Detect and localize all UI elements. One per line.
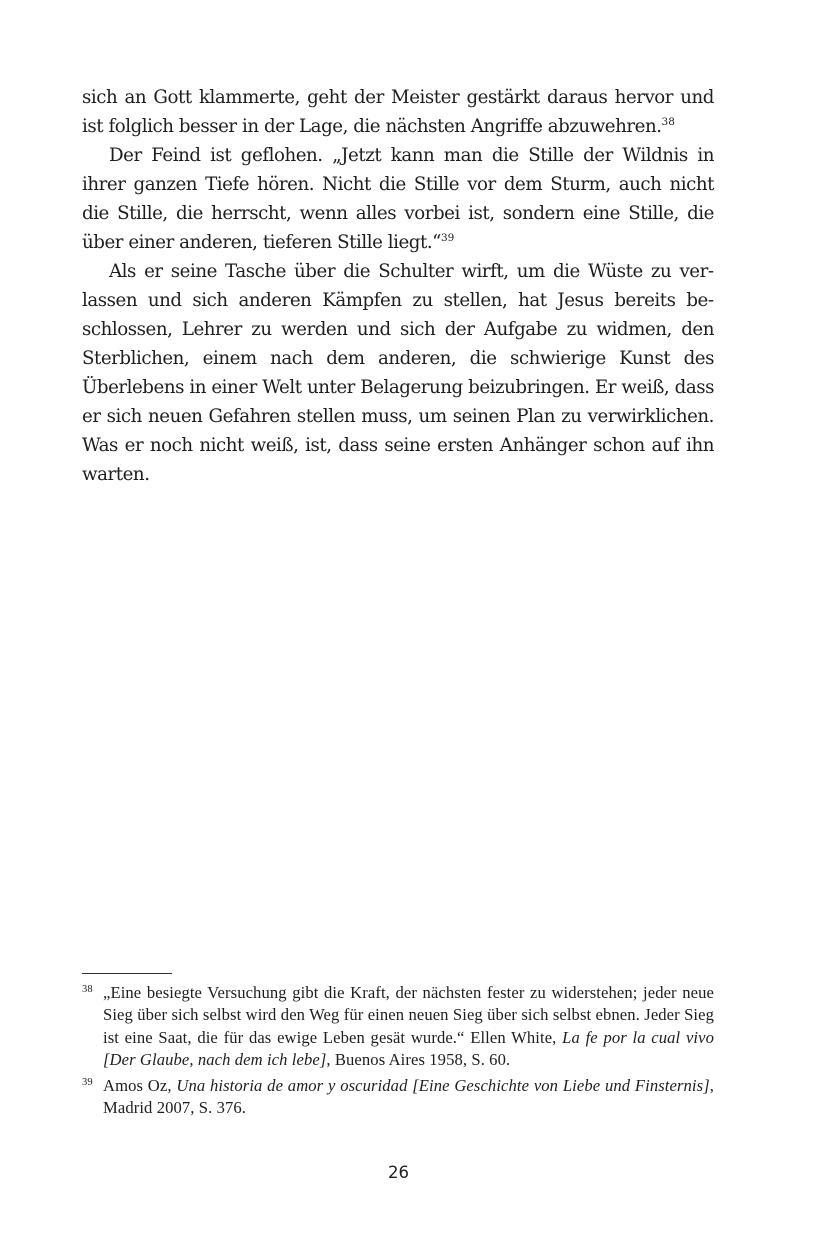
- footnote-number: 38: [82, 984, 93, 995]
- footnote-title: La fe por la cual vivo [Der Glaube, nach dem ich lebe]: [103, 1027, 715, 1069]
- body-text: [82, 83, 714, 489]
- paragraph-text: Als er seine Tasche über die Schulter wirft, um die Wüste zu verlassen und sich anderen Kämpfen zu stellen, hat Jesus bereits beschlossen, Lehrer zu werden und sich der Aufgabe zu widmen, den Sterblichen, einem nach dem anderen, die schwierige Kunst des Überlebens in einer Welt unter Belagerung beizubringen. Er weiß, dass er sich neuen Gefahren stellen muss, um seinen Plan zu verwirklichen. Was er noch nicht weiß, ist, dass seine ersten Anhänger schon auf ihn warten.: [82, 261, 714, 485]
- page-number: 26: [388, 1163, 409, 1182]
- paragraph-1: [82, 83, 714, 141]
- footnote-separator: [82, 973, 172, 974]
- footnote-reference: 38: [661, 116, 675, 128]
- footnote-text: Amos Oz,: [103, 1076, 177, 1096]
- paragraph-text: Der Feind ist geflohen. „Jetzt kann man die Stille der Wildnis in ihrer ganzen Tiefe hören. Nicht die Stille vor dem Sturm, auch nicht die Stille, die herrscht, wenn alles vorbei ist, sondern eine Stille, die über einer anderen, tieferen Stille liegt.“: [82, 145, 714, 253]
- paragraph-text: sich an Gott klammerte, geht der Meister gestärkt daraus hervor und ist folglich besser in der Lage, die nächsten Angriffe abzuwehren.: [82, 87, 714, 137]
- footnotes: [82, 982, 714, 1124]
- footnote-text: „Eine besiegte Versuchung gibt die Kraft, der nächsten fester zu widerstehen; jeder neue Sieg über sich selbst wird den Weg für einen neuen Sieg über sich selbst ebnen. Jeder Sieg ist eine Saat, die für das ewige Leben gesät wurde.“ Ellen White,: [103, 983, 714, 1047]
- paragraph-3: [82, 257, 714, 489]
- footnote-reference: 39: [441, 232, 455, 244]
- paragraph-2: [82, 141, 714, 257]
- footnote-38: [82, 982, 714, 1071]
- footnote-title: Una historia de amor y oscuridad [Eine Geschichte von Liebe und Finsternis]: [176, 1076, 710, 1096]
- footnote-number: 39: [82, 1077, 93, 1089]
- footnote-citation: , Madrid 2007, S. 376.: [103, 1076, 714, 1118]
- footnote-39: [82, 1075, 714, 1120]
- footnote-citation: , Buenos Aires 1958, S. 60.: [326, 1049, 511, 1069]
